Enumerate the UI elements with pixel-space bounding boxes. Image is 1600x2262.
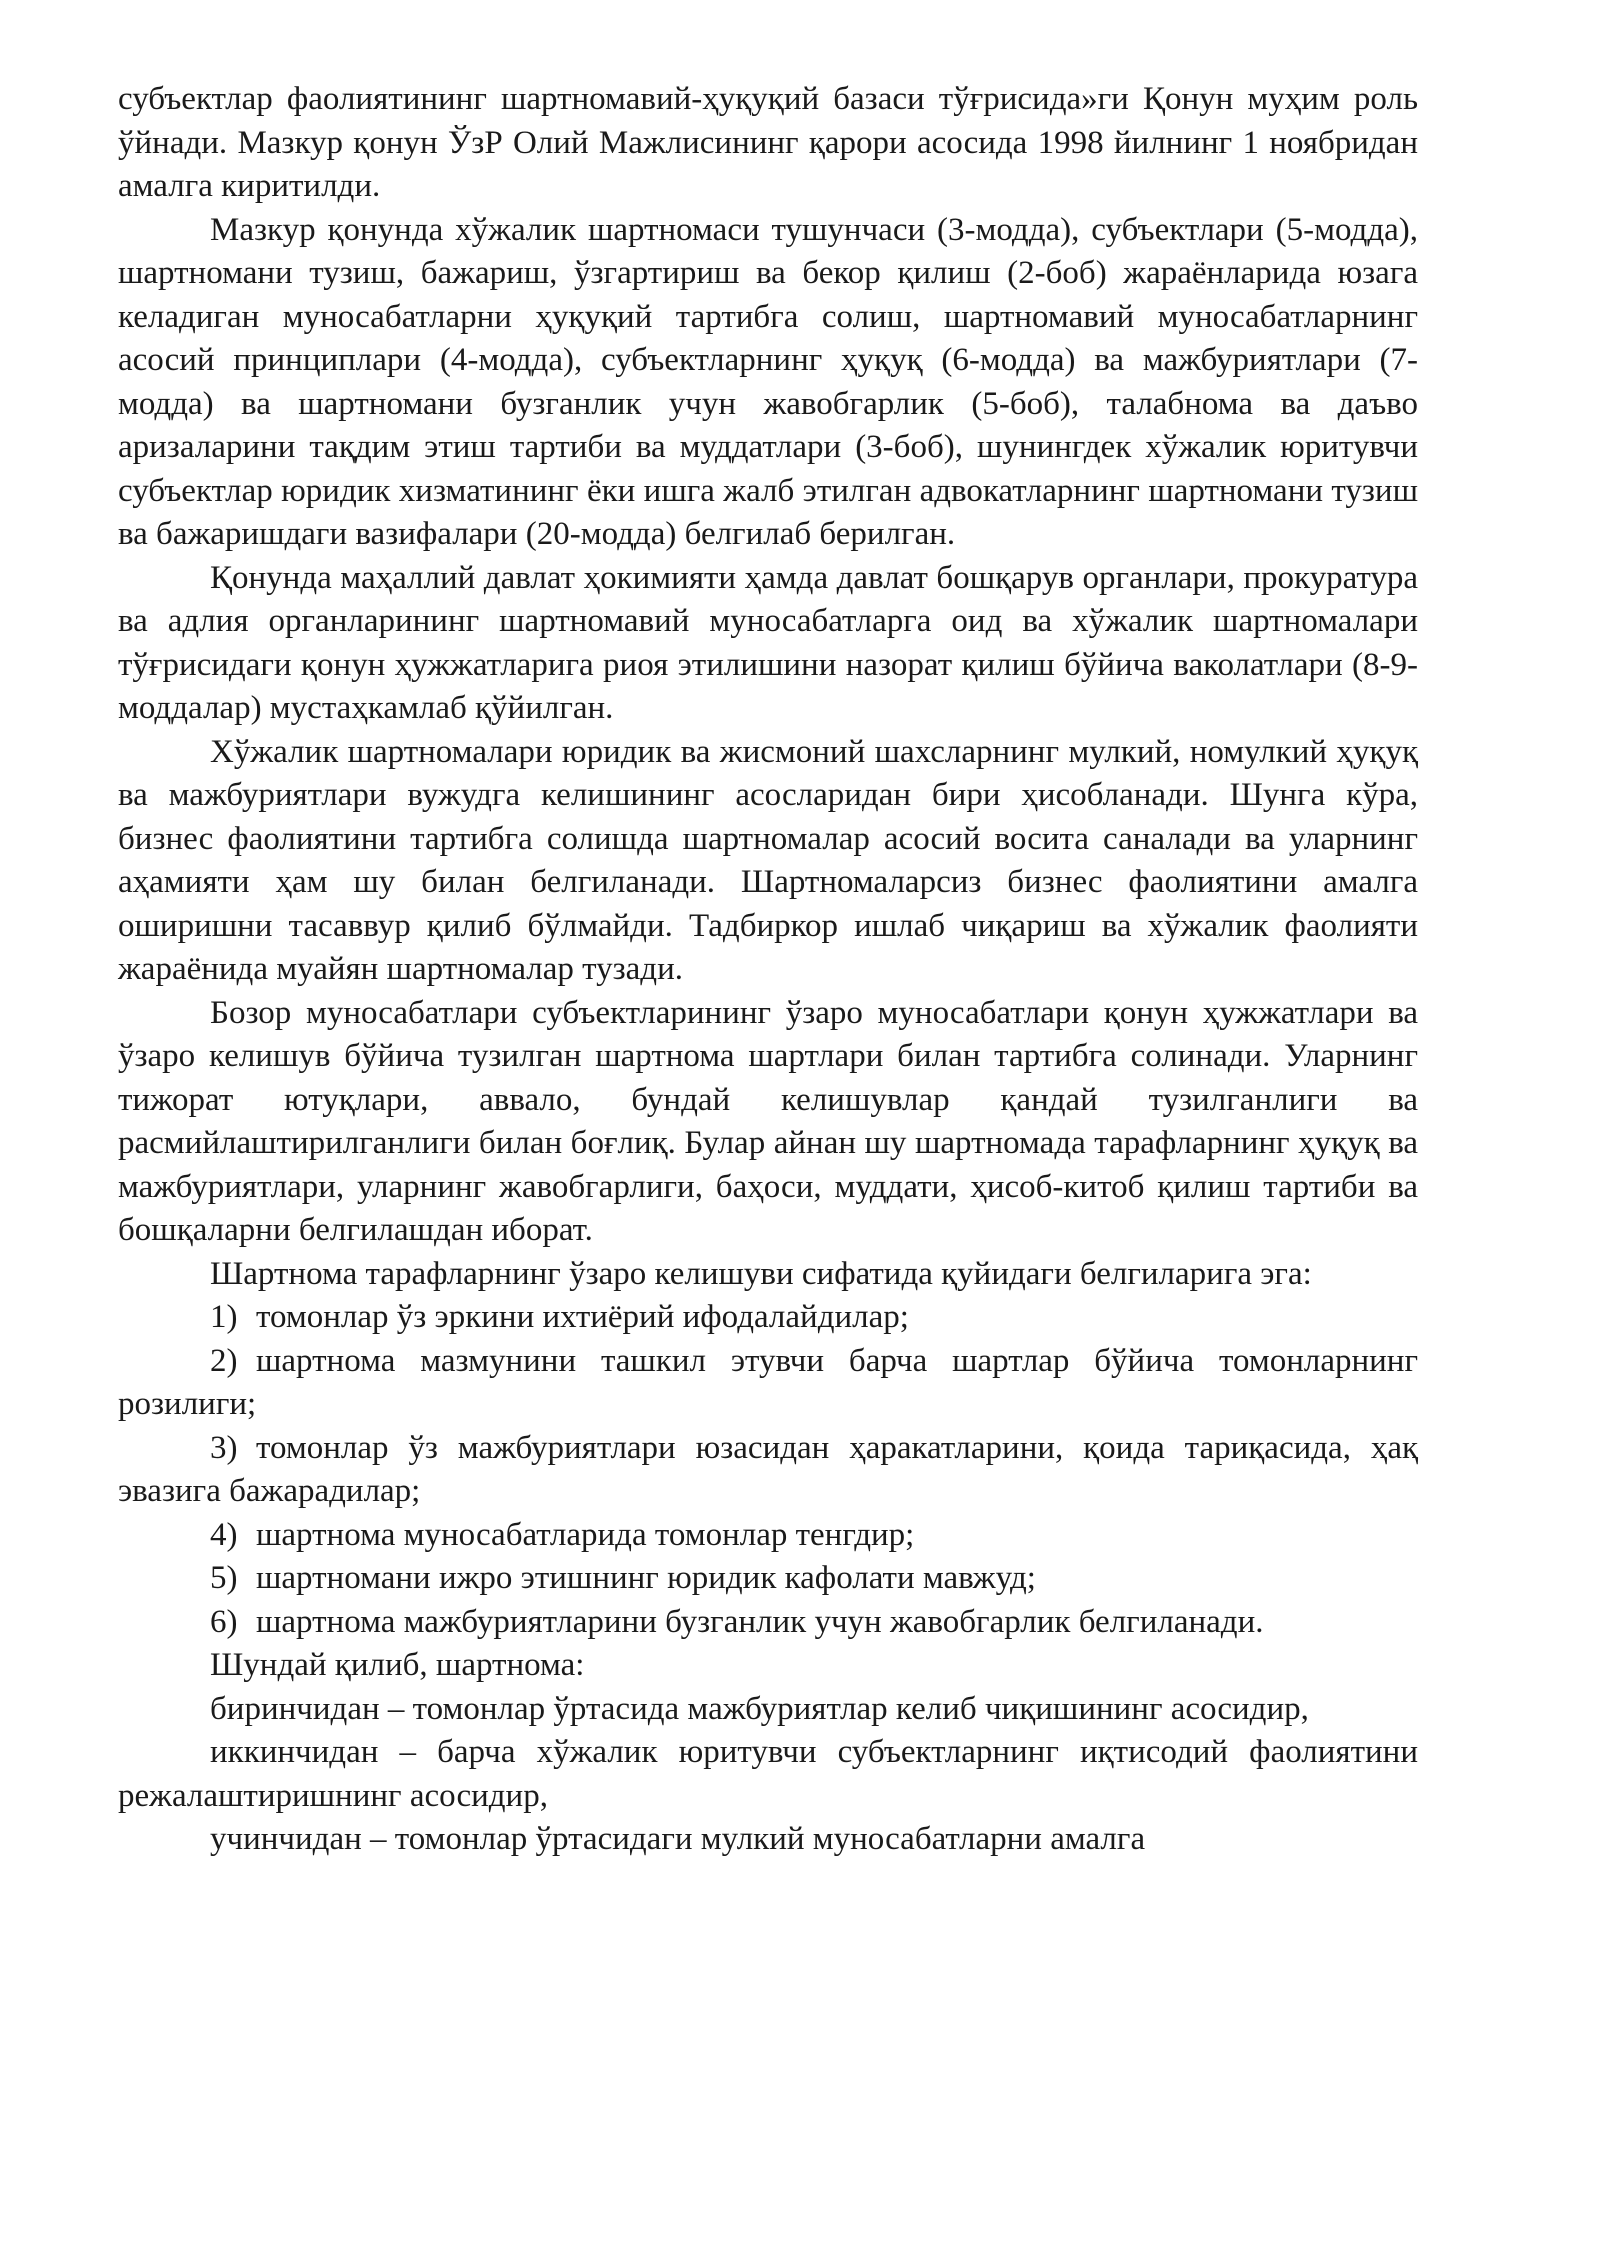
list-item-number: 2): [210, 1342, 238, 1379]
paragraph-contract-features-intro: Шартнома тарафларнинг ўзаро келишуви сифатида қуйидаги белгиларига эга:: [210, 1255, 1312, 1292]
paragraph-thirdly: учинчидан – томонлар ўртасидаги мулкий муносабатларни амалга: [210, 1821, 1146, 1857]
paragraph-law-contents: Мазкур қонунда хўжалик шартномаси тушунчаси (3-модда), субъектлари (5-модда), шартномани тузиш, бажариш, ўзгартириш ва бекор қилиш (2-боб) жараёнларида юзага келадиган муносабатларни ҳуқуқий тартибга солиш, шартномавий муносабатларнинг асосий принциплари (4-модда), субъектларнинг ҳуқуқ (6-модда) ва мажбуриятлари (7-модда) ва шартномани бузганлик учун жавобгарлик (5-боб), талабнома ва даъво аризаларини тақдим этиш тартиби ва муддатлари (3-боб), шунингдек хўжалик юритувчи субъектлар юридик хизматининг ёки ишга жалб этилган адвокатларнинг шартномани тузиш ва бажаришдаги вазифалари (20-модда) белгилаб берилган.: [118, 211, 1418, 552]
paragraph-firstly: биринчидан – томонлар ўртасида мажбуриятлар келиб чиқишининг асосидир,: [210, 1690, 1309, 1727]
list-item-number: 5): [210, 1560, 238, 1596]
list-item: [118, 1601, 1418, 1645]
document-body: [118, 78, 1418, 1862]
list-item-text: шартномани ижро этишнинг юридик кафолати мавжуд;: [256, 1560, 1036, 1596]
list-item: [118, 1296, 1418, 1340]
paragraph-continuation: субъектлар фаолиятининг шартномавий-ҳуқуқий базаси тўғрисида»ги Қонун муҳим роль ўйнади. Мазкур қонун ЎзР Олий Мажлисининг қарори асосида 1998 йилнинг 1 ноябридан амалга киритилди.: [118, 81, 1418, 204]
list-item-text: шартнома мазмунини ташкил этувчи барча шартлар бўйича томонларнинг розилиги;: [118, 1342, 1418, 1422]
list-item-text: шартнома муносабатларида томонлар тенгдир;: [256, 1516, 915, 1553]
list-item: [118, 1557, 1418, 1601]
list-item: [118, 1427, 1418, 1514]
paragraph-business-contracts: Хўжалик шартномалари юридик ва жисмоний шахсларнинг мулкий, номулкий ҳуқуқ ва мажбуриятлари вужудга келишининг асосларидан бири ҳисобланади. Шунга кўра, бизнес фаолиятини тартибга солишда шартномалар асосий восита саналади ва уларнинг аҳамияти ҳам шу билан белгиланади. Шартномаларсиз бизнес фаолиятини амалга оширишни тасаввур қилиб бўлмайди. Тадбиркор ишлаб чиқариш ва хўжалик фаолияти жараёнида муайян шартномалар тузади.: [118, 733, 1418, 987]
list-item: [118, 1514, 1418, 1558]
list-item-number: 6): [210, 1603, 238, 1640]
list-item-text: томонлар ўз мажбуриятлари юзасидан ҳаракатларини, қоида тариқасида, ҳақ эвазига бажарадилар;: [118, 1429, 1418, 1509]
paragraph-thus: Шундай қилиб, шартнома:: [210, 1647, 585, 1683]
features-list: [118, 1296, 1418, 1644]
list-item-number: 3): [210, 1429, 238, 1466]
paragraph-supervision: Қонунда маҳаллий давлат ҳокимияти ҳамда давлат бошқарув органлари, прокуратура ва адлия органларининг шартномавий муносабатларга оид ва хўжалик шартномалари тўғрисидаги қонун ҳужжатларига риоя этилишини назорат қилиш бўйича ваколатлари (8-9-моддалар) мустаҳкамлаб қўйилган.: [118, 559, 1418, 726]
list-item: [118, 1340, 1418, 1427]
list-item-text: шартнома мажбуриятларини бузганлик учун жавобгарлик белгиланади.: [256, 1603, 1264, 1640]
list-item-number: 1): [210, 1299, 238, 1335]
list-item-number: 4): [210, 1516, 238, 1553]
paragraph-secondly: иккинчидан – барча хўжалик юритувчи субъектларнинг иқтисодий фаолиятини режалаштиришнинг асосидир,: [118, 1734, 1418, 1814]
paragraph-market-relations: Бозор муносабатлари субъектларининг ўзаро муносабатлари қонун ҳужжатлари ва ўзаро келишув бўйича тузилган шартнома шартлари билан тартибга солинади. Уларнинг тижорат ютуқлари, аввало, бундай келишувлар қандай тузилганлиги ва расмийлаштирилганлиги билан боғлиқ. Булар айнан шу шартномада тарафларнинг ҳуқуқ ва мажбуриятлари, уларнинг жавобгарлиги, баҳоси, муддати, ҳисоб-китоб қилиш тартиби ва бошқаларни белгилашдан иборат.: [118, 994, 1418, 1248]
list-item-text: томонлар ўз эркини ихтиёрий ифодалайдилар;: [256, 1299, 909, 1335]
